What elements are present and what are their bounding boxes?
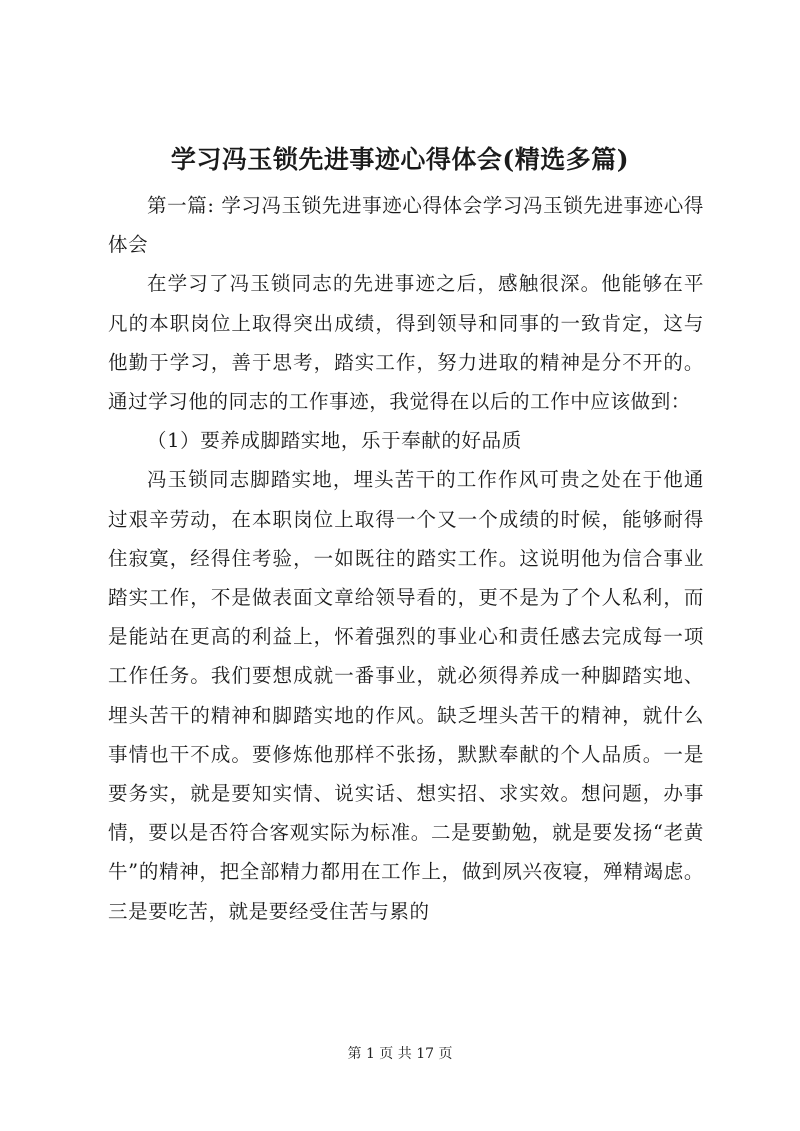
body-paragraph: 冯玉锁同志脚踏实地，埋头苦干的工作作风可贵之处在于他通过艰辛劳动，在本职岗位上取得一个又一个成绩的时候，能够耐得住寂寞，经得住考验，一如既往的踏实工作。这说明他为信合事业踏实工作，不是做表面文章给领导看的，更不是为了个人私利，而是能站在更高的利益上，怀着强烈的事业心和责任感去完成每一项工作任务。我们要想成就一番事业，就必须得养成一种脚踏实地、埋头苦干的精神和脚踏实地的作风。缺乏埋头苦干的精神，就什么事情也干不成。要修炼他那样不张扬，默默奉献的个人品质。一是要务实，就是要知实情、说实话、想实招、求实效。想问题，办事情，要以是否符合客观实际为标准。二是要勤勉，就是要发扬“老黄牛”的精神，把全部精力都用在工作上，做到夙兴夜寝，殚精竭虑。三是要吃苦，就是要经受住苦与累的 xyxy=(108,468,704,923)
section-heading-paragraph: 第一篇: 学习冯玉锁先进事迹心得体会学习冯玉锁先进事迹心得体会 xyxy=(108,194,704,257)
document-title: 学习冯玉锁先进事迹心得体会(精选多篇) xyxy=(170,145,630,174)
body-paragraph: 在学习了冯玉锁同志的先进事迹之后，感触很深。他能够在平凡的本职岗位上取得突出成绩，得到领导和同事的一致肯定，这与他勤于学习，善于思考，踏实工作，努力进取的精神是分不开的。通过学习他的同志的工作事迹，我觉得在以后的工作中应该做到： xyxy=(108,272,704,414)
subheading-paragraph: （1）要养成脚踏实地，乐于奉献的好品质 xyxy=(147,429,522,453)
page-number-footer: 第 1 页 共 17 页 xyxy=(347,1046,453,1062)
document-body xyxy=(108,186,704,931)
